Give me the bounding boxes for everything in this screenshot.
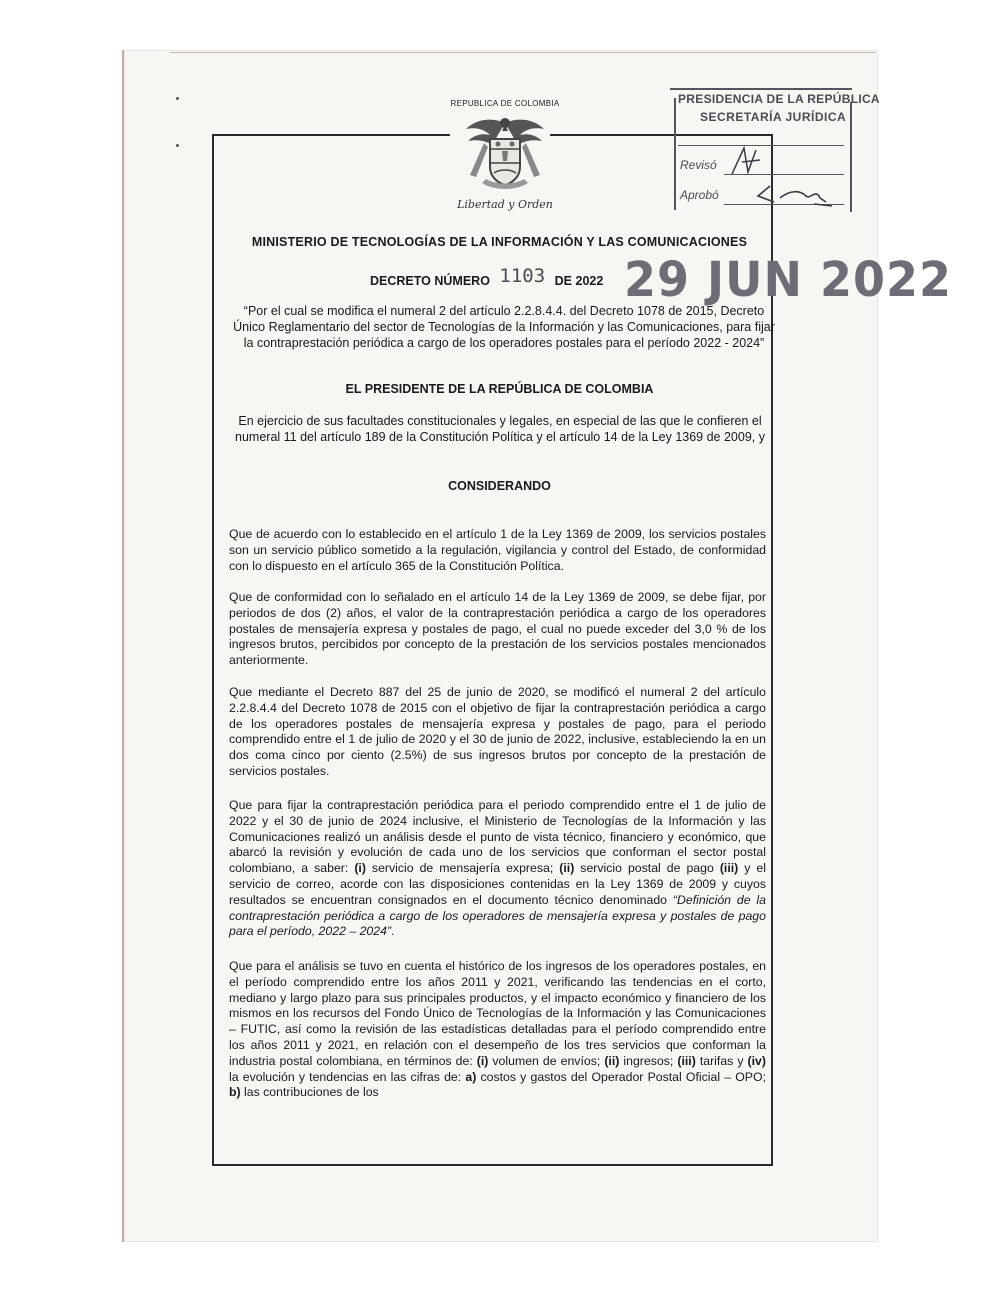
p5-text: las contribuciones de los	[240, 1085, 379, 1100]
decree-subject: “Por el cual se modifica el numeral 2 del artículo 2.2.8.4.4. del Decreto 1078 de 2015, Decreto Único Reglamentario del sector de Tecnologías de la Información y las Comunicaciones, para fijar la contraprestación periódica a cargo de los operadores postales para el período 2022 - 2024”	[233, 304, 775, 350]
p4-text: servicio de mensajería expresa;	[365, 861, 560, 876]
aprobo-label: Aprobó	[680, 188, 719, 202]
republic-header: REPUBLICA DE COLOMBIA	[450, 99, 560, 108]
motto: Libertad y Orden	[457, 198, 553, 211]
p4-text: .	[391, 924, 395, 939]
p4-text: Que para fijar la contraprestación periódica para el periodo comprendido entre el 1 de julio de 2022 y el 30 de junio de 2024 inclusive, el Ministerio de Tecnologías de la Información y las Comunicaciones realizó un análisis desde el punto de vista técnico, financiero y económico, que abarcó la revisión y evolución de cada uno de los servicios que conforman el sector postal colombiano, a saber:	[229, 798, 766, 876]
stamp-department: SECRETARÍA JURÍDICA	[700, 110, 847, 124]
decree-number: 1103	[499, 265, 546, 287]
reviso-label: Revisó	[680, 158, 717, 172]
p5-text: tarifas y	[695, 1053, 748, 1068]
p5-text: Que para el análisis se tuvo en cuenta el histórico de los ingresos de los operadores postales, en el período comprendido entre los años 2011 y 2021, verificando las tendencias en el corto, mediano y largo plazo para sus principales productos, y el impacto económico y financiero de los mismos en los recursos del Fondo Único de Tecnologías de la Información y las Comunicaciones – FUTIC, así como la revisión de las estadísticas detalladas para el período comprendido entre los años 2011 y 2021, en relación con el desempeño de los tres servicios que conforman la industria postal colombiana, en términos de:	[229, 959, 766, 1068]
p5-enum: (iv)	[747, 1053, 766, 1068]
p5-enum: (iii)	[677, 1053, 696, 1068]
ministry-title: MINISTERIO DE TECNOLOGÍAS DE LA INFORMACIÓN Y LAS COMUNICACIONES	[251, 235, 748, 249]
p5-text: volumen de envíos;	[488, 1053, 605, 1068]
aprobo-signature	[750, 180, 840, 208]
stamp-border	[674, 98, 676, 210]
p4-enum: (ii)	[559, 861, 575, 876]
approval-stamp	[670, 88, 880, 212]
p4-enum: (iii)	[719, 861, 739, 876]
scan-edge-line	[170, 52, 876, 53]
decree-prefix: DECRETO NÚMERO	[370, 274, 490, 288]
p4-text: y el servicio de correo, acorde con las disposiciones contenidas en la Ley 1369 de 2009 y cuyos resultados se encuentran consignados en el documento técnico denominado	[229, 861, 766, 907]
stamp-border	[850, 102, 852, 212]
p4-text: servicio postal de pago	[574, 861, 720, 876]
colombia-coat-of-arms-icon	[462, 113, 548, 195]
p5-enum: (ii)	[604, 1053, 620, 1068]
p4-enum: (i)	[354, 861, 366, 876]
date-stamp: 29 JUN 2022	[624, 250, 953, 308]
paragraph-4	[229, 798, 766, 940]
scan-speck	[176, 144, 179, 147]
considerando-heading: CONSIDERANDO	[448, 479, 551, 493]
paragraph-3: Que mediante el Decreto 887 del 25 de junio de 2020, se modificó el numeral 2 del artículo 2.2.8.4.4 del Decreto 1078 de 2015 con el objetivo de fijar la contraprestación periódica a cargo de los operadores postales de mensajería expresa y postales de pago, para el periodo comprendido entre el 1 de julio de 2020 y el 30 de junio de 2022, inclusive, estableciendo la en un dos coma cinco por ciento (2.5%) de sus ingresos brutos por concepto de la prestación de servicios postales.	[229, 685, 766, 778]
decree-year: DE 2022	[554, 274, 604, 288]
p5-text: costos y gastos del Operador Postal Oficial – OPO;	[476, 1069, 766, 1084]
reviso-signature	[726, 142, 766, 180]
powers-paragraph: En ejercicio de sus facultades constitucionales y legales, en especial de las que le confieren el numeral 11 del artículo 189 de la Constitución Política y el artículo 14 de la Ley 1369 de 2009, y	[235, 414, 765, 444]
p5-enum: b)	[229, 1085, 241, 1100]
decree-line	[370, 265, 604, 290]
stamp-organization: PRESIDENCIA DE LA REPÚBLICA	[678, 92, 880, 106]
p5-text: la evolución y tendencias en las cifras de:	[229, 1069, 466, 1084]
stamp-border	[670, 88, 852, 90]
p5-enum: (i)	[476, 1053, 489, 1068]
p5-enum: a)	[465, 1069, 477, 1084]
p4-document-title: “Definición de la contraprestación periódica a cargo de los operadores de mensajería expresa y postales de pago para el período, 2022 – 2024”	[229, 892, 766, 939]
paragraph-1: Que de acuerdo con lo establecido en el artículo 1 de la Ley 1369 de 2009, los servicios postales son un servicio público sometido a la regulación, vigilancia y control del Estado, de conformidad con lo dispuesto en el artículo 365 de la Constitución Política.	[229, 527, 766, 573]
president-heading: EL PRESIDENTE DE LA REPÚBLICA DE COLOMBIA	[345, 382, 654, 396]
scan-speck	[176, 97, 179, 100]
p5-text: ingresos;	[619, 1053, 678, 1068]
paragraph-5	[229, 959, 766, 1101]
paragraph-2: Que de conformidad con lo señalado en el artículo 14 de la Ley 1369 de 2009, se debe fijar, por periodos de dos (2) años, el valor de la contraprestación periódica a cargo de los operadores postales de mensajería expresa y postales de pago, el cual no puede exceder del 3,0 % de los ingresos brutos, percibidos por concepto de la prestación de los servicios postales mencionados anteriormente.	[229, 590, 766, 668]
